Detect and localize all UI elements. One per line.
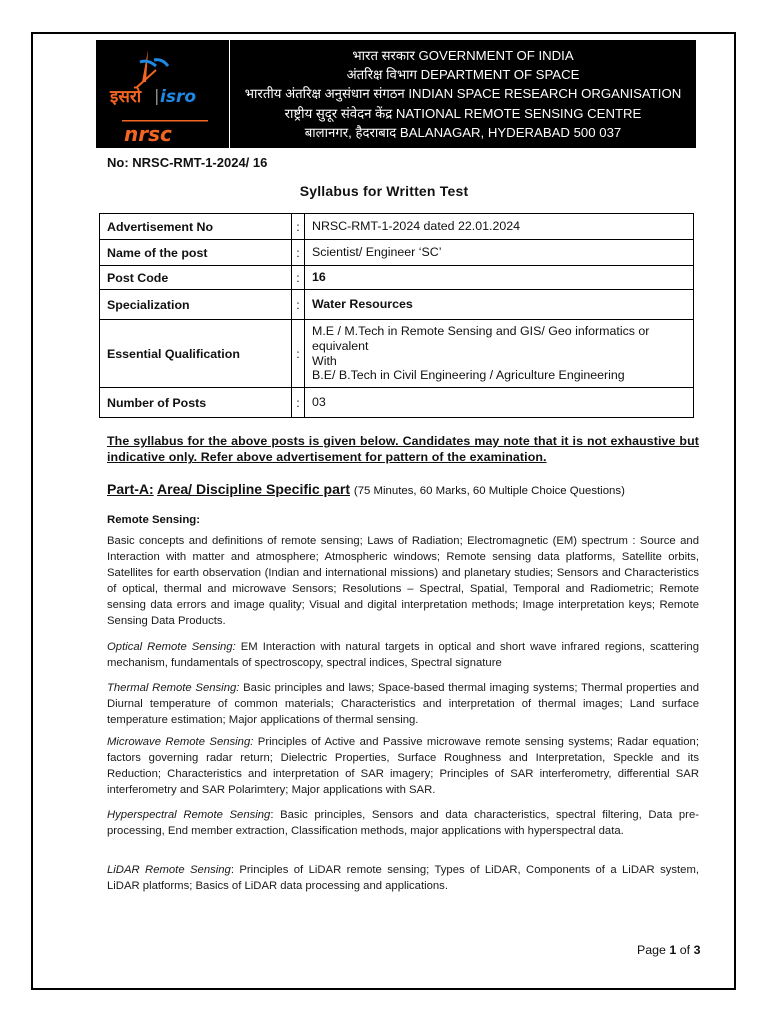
paragraph-text: EM Interaction with natural targets in optical and short wave infrared regions, scattering mechanism, fundamentals of spectroscopy, spectral indices, Spectral signature: [107, 641, 699, 670]
document-number: No: NRSC-RMT-1-2024/ 16: [107, 155, 268, 170]
part-a-label: Part-A:: [107, 481, 154, 497]
paragraph-text: Basic principles and laws; Space-based thermal imaging systems; Thermal properties and Diurnal temperature of common materials; Characteristics and interpretation of thermal images; Land surface temperature estimation; Major applications of thermal sensing.: [107, 682, 699, 727]
row-value: NRSC-RMT-1-2024 dated 22.01.2024: [305, 214, 694, 240]
table-row: [100, 214, 694, 240]
row-key: Post Code: [100, 266, 292, 290]
paragraph-text: Basic concepts and definitions of remote sensing; Laws of Radiation; Electromagnetic (EM) spectrum : Source and Interaction with matter and atmosphere; Atmospheric windows; Remote sensing data platforms, Satellite orbits, Satellites for earth observation (Indian and international missions) and planetary studies; Sensors and Characteristics of optical, thermal and microwave Sensors; Resolutions – Spectral, Spatial, Temporal and Radiometric; Remote sensing data errors and image quality; Visual and digital interpretation methods; Image interpretation keys; Remote Sensing Data Products.: [107, 535, 699, 628]
paragraph-text: : Principles of LiDAR remote sensing; Types of LiDAR, Components of a LiDAR system, LiDAR platforms; Basics of LiDAR data processing and applications.: [107, 864, 699, 893]
part-a-heading: [107, 481, 625, 497]
paragraph-remote-sensing: [107, 533, 699, 630]
logo-isro: isro: [160, 87, 197, 107]
qualification-line: With: [312, 353, 337, 368]
paragraph-hyperspectral: [107, 807, 699, 839]
isro-nrsc-logo: [96, 40, 230, 148]
row-key: Advertisement No: [100, 214, 292, 240]
syllabus-note: The syllabus for the above posts is given below. Candidates may note that it is not exhaustive but indicative only. Refer above advertisement for pattern of the examination.: [107, 434, 699, 465]
row-sep: :: [292, 240, 305, 266]
header-line: भारत सरकार GOVERNMENT OF INDIA: [352, 47, 574, 63]
paragraph-lead: Hyperspectral Remote Sensing: [107, 809, 271, 821]
row-value: Scientist/ Engineer ‘SC’: [305, 240, 694, 266]
row-sep: :: [292, 388, 305, 418]
header-line: अंतरिक्ष विभाग DEPARTMENT OF SPACE: [346, 67, 580, 83]
page-number: [637, 943, 700, 957]
remote-sensing-heading: Remote Sensing:: [107, 514, 201, 526]
page-word: Page: [637, 943, 666, 957]
row-value: [305, 320, 694, 388]
isro-nrsc-logo-icon: [96, 40, 229, 148]
row-key: Number of Posts: [100, 388, 292, 418]
logo-nrsc: nrsc: [124, 122, 172, 146]
qualification-line: B.E/ B.Tech in Civil Engineering / Agriculture Engineering: [312, 368, 625, 383]
paragraph-thermal: [107, 680, 699, 728]
row-sep: :: [292, 214, 305, 240]
post-info-table: [99, 213, 694, 418]
table-row: [100, 388, 694, 418]
page-border: [31, 32, 736, 990]
logo-hindi: इसरो: [110, 87, 142, 107]
paragraph-optical: [107, 639, 699, 671]
header-line: बालानगर, हैदराबाद BALANAGAR, HYDERABAD 500 037: [304, 124, 622, 140]
row-sep: :: [292, 290, 305, 320]
letterhead: [96, 40, 696, 148]
row-sep: :: [292, 320, 305, 388]
table-row: [100, 240, 694, 266]
table-row: [100, 320, 694, 388]
paragraph-lead: Optical Remote Sensing:: [107, 641, 236, 653]
row-key: Essential Qualification: [100, 320, 292, 388]
row-key: Name of the post: [100, 240, 292, 266]
row-value: Water Resources: [305, 290, 694, 320]
row-value: 03: [305, 388, 694, 418]
paragraph-lidar: [107, 862, 699, 894]
table-row: [100, 290, 694, 320]
row-value: 16: [305, 266, 694, 290]
page-title: Syllabus for Written Test: [299, 183, 469, 199]
paragraph-text: : Basic principles, Sensors and data characteristics, spectral filtering, Data pre-processing, End member extraction, Classification methods, major applications with hyperspectral data.: [107, 809, 699, 838]
part-a-detail: (75 Minutes, 60 Marks, 60 Multiple Choice Questions): [353, 485, 625, 497]
header-line: राष्ट्रीय सुदूर संवेदन केंद्र NATIONAL REMOTE SENSING CENTRE: [284, 105, 642, 121]
paragraph-lead: Thermal Remote Sensing:: [107, 682, 240, 694]
page-total: 3: [693, 943, 701, 957]
header-line: भारतीय अंतरिक्ष अनुसंधान संगठन INDIAN SPACE RESEARCH ORGANISATION: [244, 86, 682, 102]
letterhead-text: [230, 40, 696, 148]
paragraph-lead: LiDAR Remote Sensing: [107, 864, 231, 876]
row-key: Specialization: [100, 290, 292, 320]
qualification-line: M.E / M.Tech in Remote Sensing and GIS/ Geo informatics or equivalent: [312, 324, 650, 353]
paragraph-lead: Microwave Remote Sensing:: [107, 736, 254, 748]
table-row: [100, 266, 694, 290]
page-of: of: [679, 943, 691, 957]
paragraph-microwave: [107, 734, 699, 798]
part-a-title: Area/ Discipline Specific part: [157, 481, 351, 497]
row-sep: :: [292, 266, 305, 290]
page-current: 1: [669, 943, 677, 957]
paragraph-text: Principles of Active and Passive microwave remote sensing systems; Radar equation; factors governing radar return; Dielectric Properties, Surface Roughness and Interpretation, Speckle and its Reduction; Characteristics and interpretation of SAR imagery; Principles of SAR interferometry, differential SAR interferometry and SAR Polarimtery; Major applications with SAR.: [107, 736, 699, 797]
